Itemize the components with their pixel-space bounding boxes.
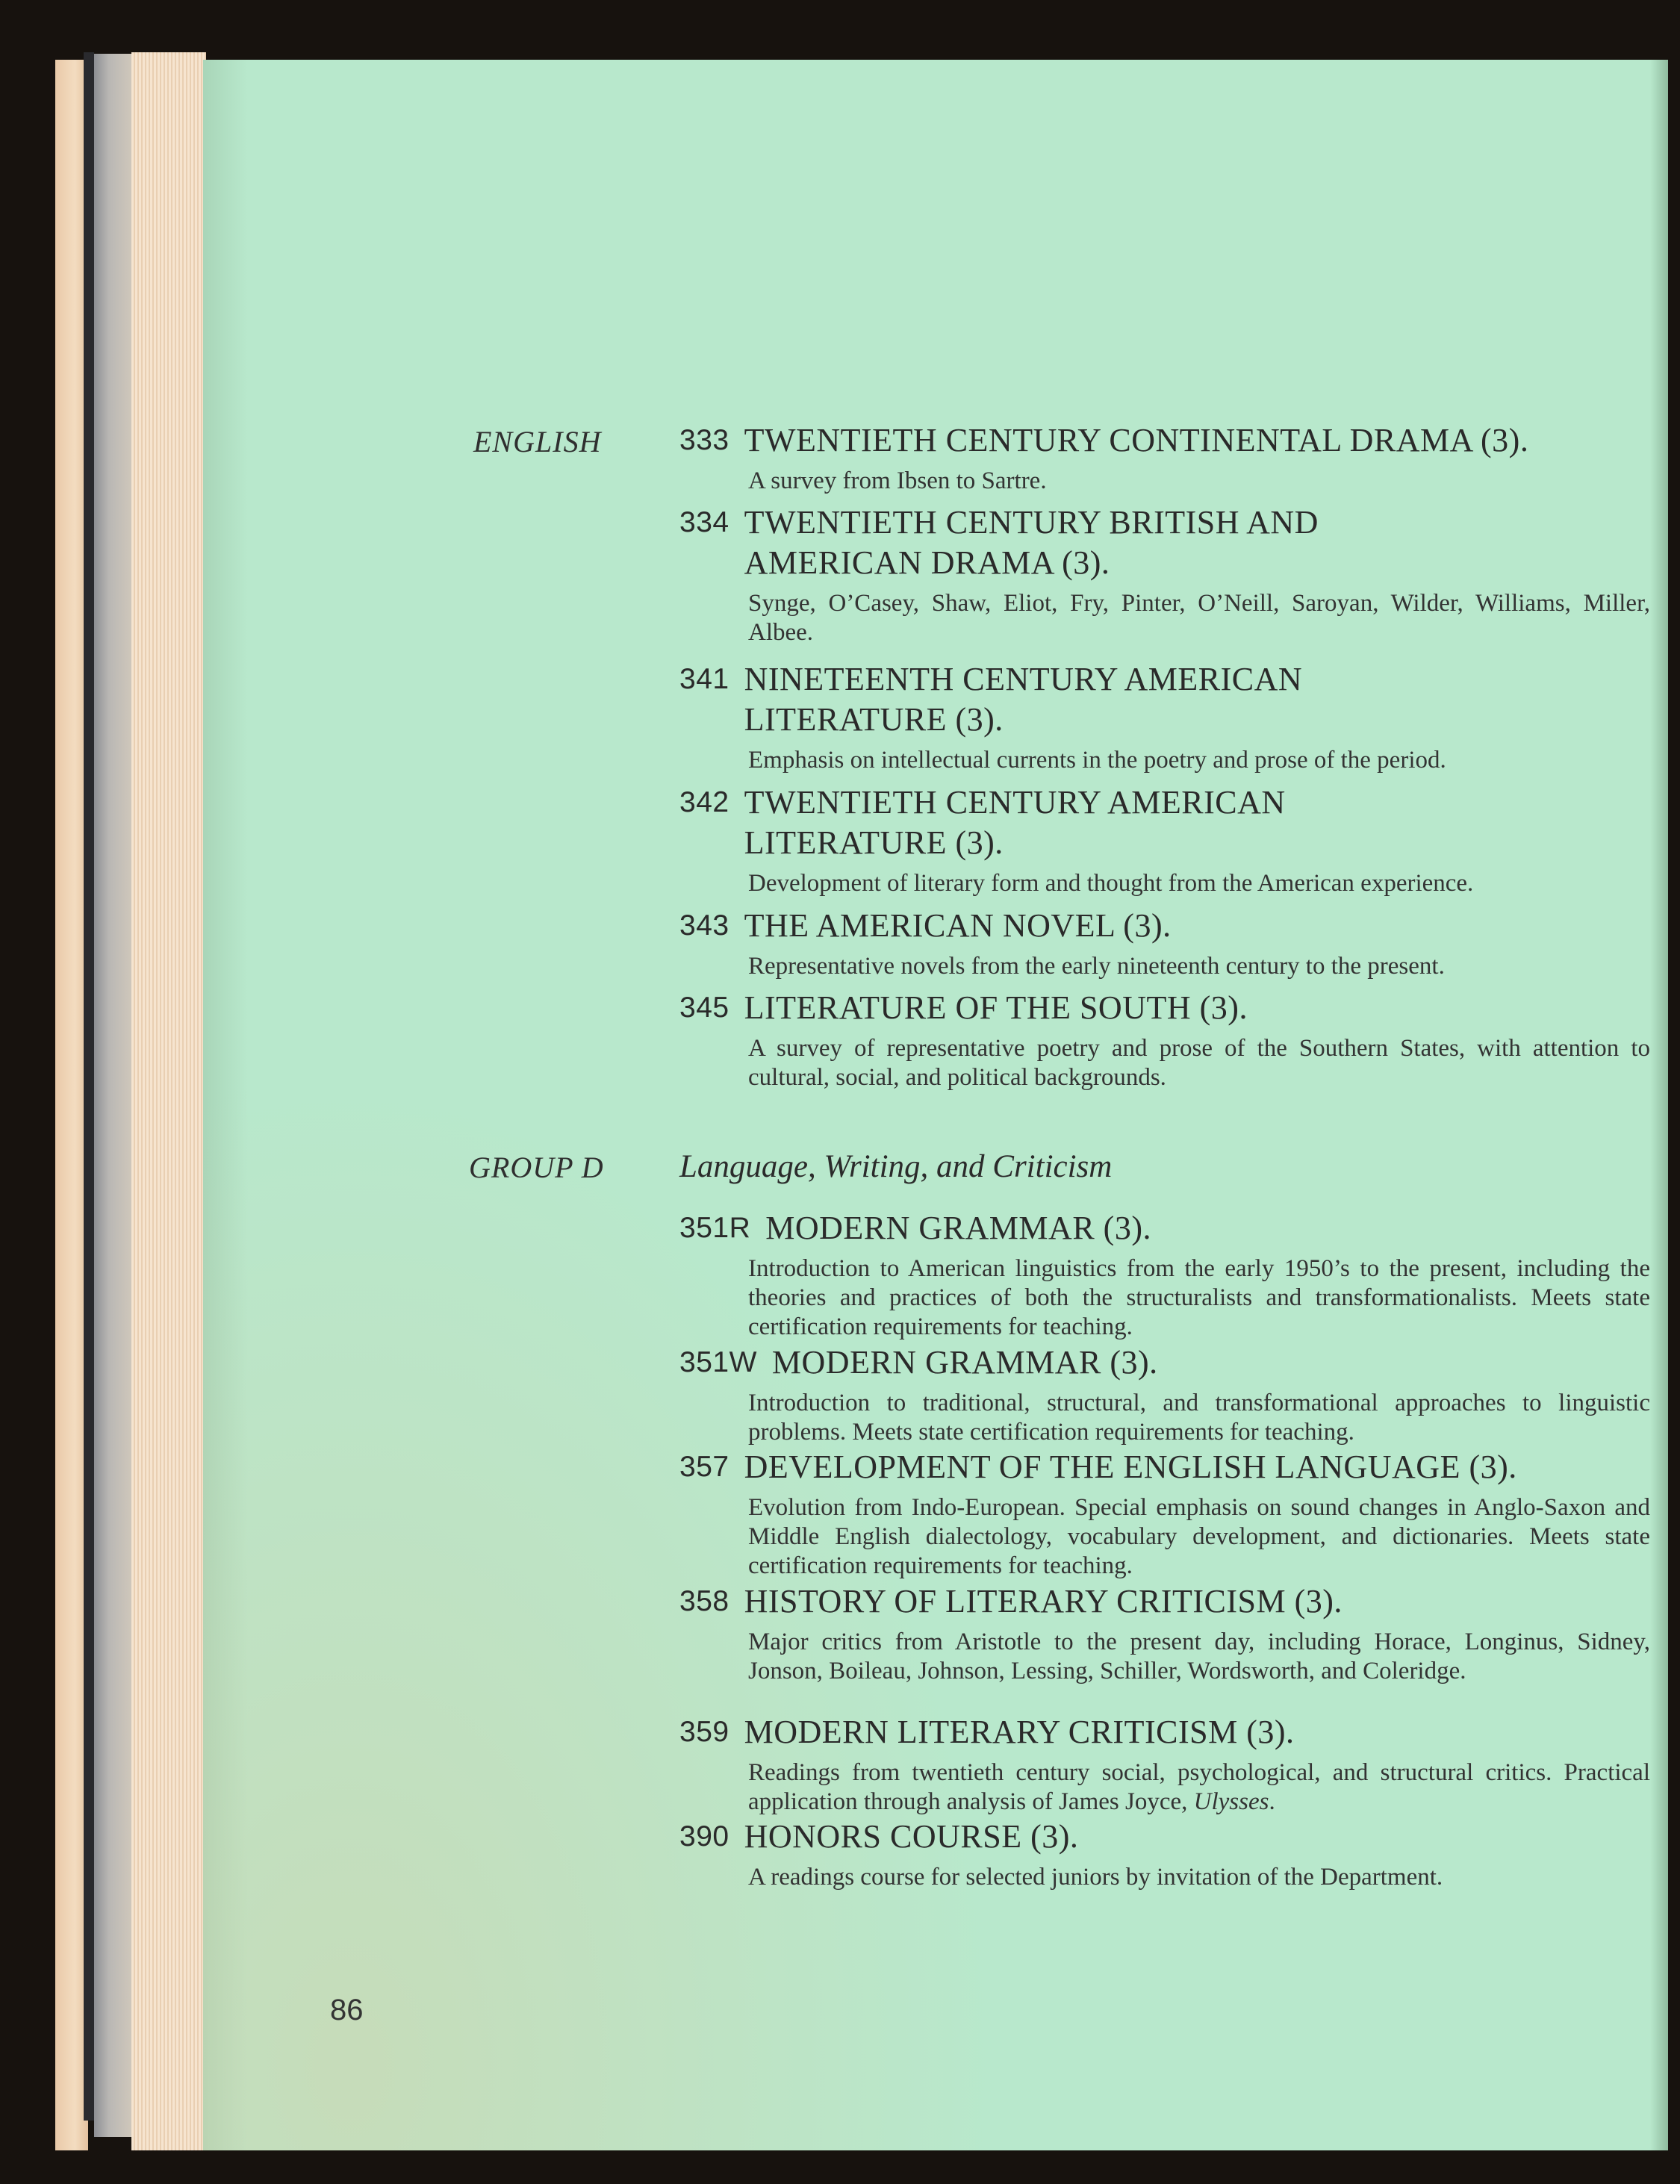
- course-number: 342: [679, 786, 729, 818]
- course-title: HISTORY OF LITERARY CRITICISM (3).: [744, 1583, 1343, 1620]
- course-description: Representative novels from the early nineteenth century to the present.: [748, 953, 1445, 980]
- course-number: 358: [679, 1585, 729, 1617]
- course-title: MODERN GRAMMAR (3).: [765, 1210, 1151, 1246]
- course-description: A survey from Ibsen to Sartre.: [748, 467, 1047, 494]
- course-description: A readings course for selected juniors by invitation of the Department.: [748, 1864, 1443, 1891]
- course-title: MODERN LITERARY CRITICISM (3).: [744, 1714, 1295, 1750]
- course-number: 390: [679, 1820, 729, 1852]
- course-title: NINETEENTH CENTURY AMERICAN LITERATURE (3).: [744, 661, 1303, 738]
- course-351r: [679, 1208, 1650, 1342]
- course-334: [679, 503, 1650, 647]
- course-341: [679, 659, 1650, 775]
- course-333: [679, 420, 1650, 496]
- course-351w: [679, 1343, 1650, 1447]
- page-number: 86: [330, 1994, 364, 2026]
- course-title: TWENTIETH CENTURY AMERICAN LITERATURE (3).: [744, 784, 1286, 861]
- course-description: [679, 1758, 1650, 1817]
- course-title: MODERN GRAMMAR (3).: [771, 1344, 1158, 1381]
- group-heading: Language, Writing, and Criticism: [679, 1149, 1113, 1184]
- course-number: 341: [679, 663, 729, 695]
- course-345: [679, 988, 1650, 1092]
- course-description: Introduction to traditional, structural, and transformational approaches to linguistic problems. Meets state certification requirements for teaching.: [748, 1390, 1650, 1446]
- description-text: Readings from twentieth century social, psychological, and structural critics. Practical application through analysis of James Joyce,: [748, 1759, 1650, 1815]
- course-description: Development of literary form and thought from the American experience.: [748, 870, 1474, 897]
- book-edge-binding: [84, 52, 94, 2121]
- group-label: GROUP D: [469, 1151, 604, 1184]
- course-title: THE AMERICAN NOVEL (3).: [744, 907, 1172, 944]
- course-title: HONORS COURSE (3).: [744, 1818, 1079, 1855]
- course-number: 345: [679, 992, 729, 1024]
- course-342: [679, 783, 1650, 898]
- page-gutter-shadow: [1650, 60, 1668, 2150]
- course-number: 357: [679, 1451, 729, 1483]
- course-description: Major critics from Aristotle to the present day, including Horace, Longinus, Sidney, Jonson, Boileau, Johnson, Lessing, Schiller, Wordsworth, and Coleridge.: [748, 1628, 1650, 1684]
- course-title: TWENTIETH CENTURY CONTINENTAL DRAMA (3).: [744, 422, 1529, 458]
- course-390: [679, 1817, 1650, 1892]
- course-357: [679, 1447, 1650, 1581]
- course-359: [679, 1712, 1650, 1817]
- course-description: Evolution from Indo-European. Special emphasis on sound changes in Anglo-Saxon and Middle English dialectology, vocabulary development, and dictionaries. Meets state certification requirements for teaching.: [748, 1494, 1650, 1579]
- course-title: LITERATURE OF THE SOUTH (3).: [744, 989, 1248, 1026]
- book-title: Ulysses: [1193, 1788, 1269, 1815]
- course-number: 333: [679, 424, 729, 456]
- course-number: 343: [679, 909, 729, 942]
- course-title: DEVELOPMENT OF THE ENGLISH LANGUAGE (3).: [744, 1449, 1517, 1485]
- course-number: 351R: [679, 1212, 751, 1244]
- book-page-leaves: [131, 52, 206, 2150]
- course-description: Emphasis on intellectual currents in the poetry and prose of the period.: [748, 747, 1446, 774]
- course-number: 334: [679, 506, 729, 538]
- catalog-page: [203, 60, 1668, 2150]
- department-label: ENGLISH: [473, 425, 602, 458]
- course-number: 351W: [679, 1346, 757, 1378]
- course-343: [679, 906, 1650, 981]
- book-edge-gray: [94, 54, 131, 2137]
- course-number: 359: [679, 1716, 729, 1748]
- course-358: [679, 1581, 1650, 1686]
- course-description: A survey of representative poetry and prose of the Southern States, with attention to cultural, social, and political backgrounds.: [748, 1035, 1650, 1091]
- course-title: TWENTIETH CENTURY BRITISH AND AMERICAN DRAMA (3).: [744, 504, 1319, 581]
- description-end: .: [1269, 1788, 1275, 1815]
- course-description: Introduction to American linguistics from the early 1950’s to the present, including the theories and practices of both the structuralists and transformationalists. Meets state certification requirements for teaching.: [748, 1255, 1650, 1340]
- course-description: Synge, O’Casey, Shaw, Eliot, Fry, Pinter, O’Neill, Saroyan, Wilder, Williams, Miller, Albee.: [748, 590, 1650, 646]
